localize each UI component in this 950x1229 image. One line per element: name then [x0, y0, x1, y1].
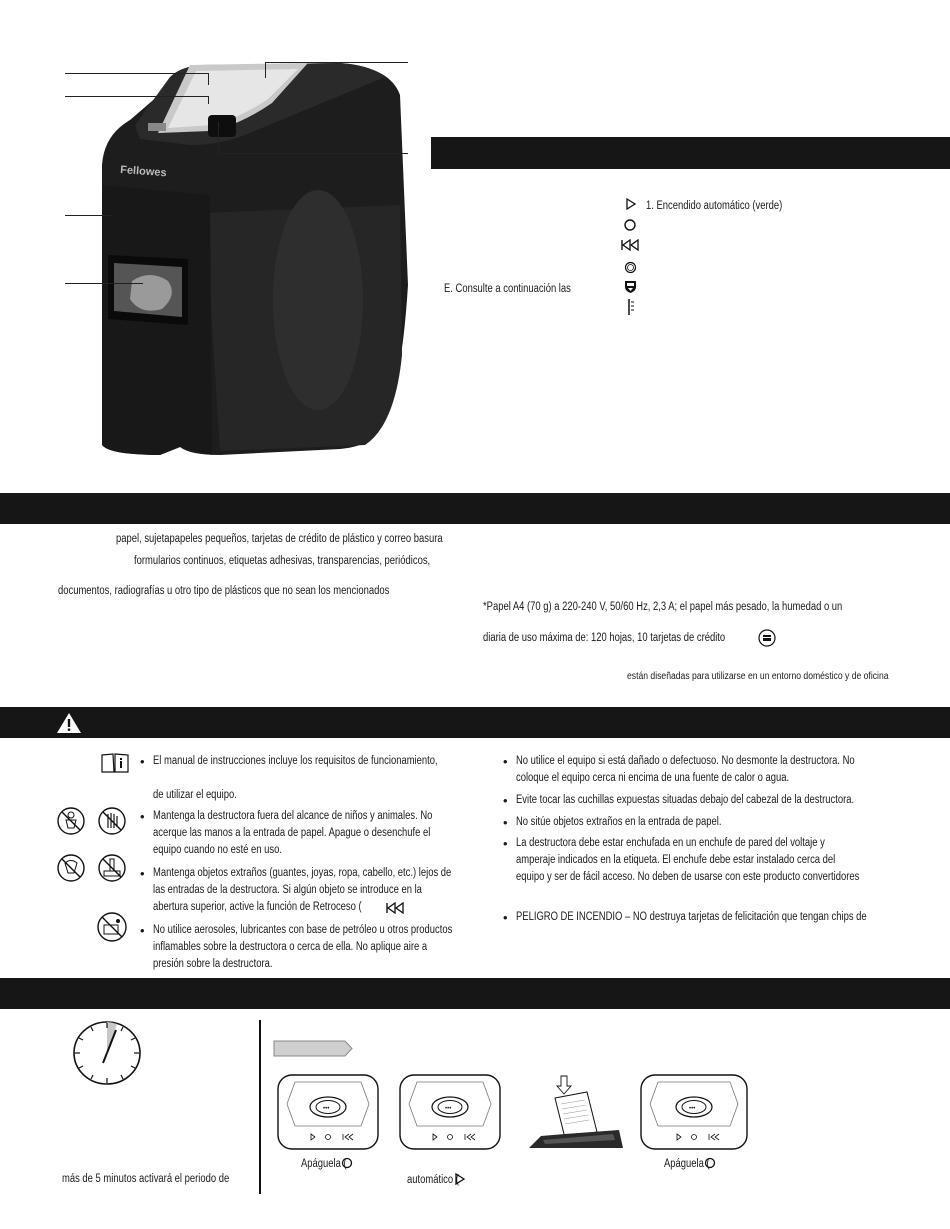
overheat-icon: [626, 298, 636, 316]
bullet-right-2: •: [503, 793, 508, 808]
capabilities-spec-2: diaria de uso máxima de: 120 hojas, 10 tarjetas de crédito: [483, 632, 726, 644]
svg-text:•••: •••: [323, 1106, 330, 1112]
safety-left-2-line-2: acerque las manos a la entrada de papel. Apague o desenchufe el: [153, 827, 431, 839]
bullet-right-1: •: [503, 754, 508, 769]
capabilities-header-band: [0, 493, 950, 524]
step-4-caption: Apáguela (: [664, 1158, 710, 1170]
safety-right-5-line-1: PELIGRO DE INCENDIO – NO destruya tarjetas de felicitación que tengan chips de: [516, 911, 867, 923]
auto-on-icon: [454, 1173, 466, 1185]
safety-left-4-line-1: No utilice aerosoles, lubricantes con base de petróleo u otros productos: [153, 924, 453, 936]
svg-text:•••: •••: [689, 1106, 696, 1112]
operation-left-note: más de 5 minutos activará el periodo de: [62, 1173, 230, 1185]
manual-icon: [100, 752, 130, 774]
no-children-icon: [56, 806, 86, 836]
step-2-panel: [399, 1074, 501, 1150]
bullet-right-4: •: [503, 836, 508, 851]
bullet-left-1: •: [140, 754, 145, 769]
capabilities-line-2: formularios continuos, etiquetas adhesivas, transparencias, periódicos,: [134, 555, 431, 567]
warning-icon: [55, 711, 83, 735]
step-3-paper-feed: [525, 1074, 625, 1150]
capabilities-line-3: documentos, radiografías u otro tipo de plásticos que no sean los mencionados: [58, 585, 390, 597]
ready-icon: [624, 261, 637, 274]
safety-left-3-line-3: abertura superior, active la función de Retroceso (: [153, 901, 362, 913]
safety-right-3-line-1: No sitúe objetos extraños en la entrada de papel.: [516, 816, 722, 828]
control-label-auto-on: 1. Encendido automático (verde): [646, 200, 783, 212]
step-tab: [273, 1040, 353, 1057]
safety-left-2-line-1: Mantenga la destructora fuera del alcance de niños y animales. No: [153, 810, 433, 822]
safety-right-4-line-3: equipo y ser de fácil acceso. No deben de usarse con este producto convertidores: [516, 871, 860, 883]
shredder-image: [40, 55, 440, 465]
no-hair-icon: [97, 853, 127, 883]
controls-header-band: [431, 137, 950, 169]
no-hands-icon: [97, 806, 127, 836]
safety-right-4-line-1: La destructora debe estar enchufada en un enchufe de pared del voltaje y: [516, 837, 825, 849]
safety-header-band: [0, 707, 950, 738]
safety-left-4-line-2: inflamables sobre la destructora o cerca de ella. No aplique aire a: [153, 941, 428, 953]
bullet-left-3: •: [140, 866, 145, 881]
credit-card-icon: [758, 629, 776, 647]
off-icon: [623, 218, 637, 232]
safety-right-4-line-2: amperaje indicados en la etiqueta. El enchufe debe estar instalado cerca del: [516, 854, 836, 866]
safety-left-1-line-1: El manual de instrucciones incluye los requisitos de funcionamiento,: [153, 755, 438, 767]
step-1-caption: Apáguela (: [301, 1158, 347, 1170]
control-switch: [208, 115, 236, 137]
auto-on-icon: [625, 198, 637, 210]
safety-right-1-line-2: coloque el equipo cerca ni encima de una fuente de calor o agua.: [516, 772, 790, 784]
off-icon: [704, 1157, 716, 1169]
safety-left-1-line-3: de utilizar el equipo.: [153, 789, 237, 801]
no-aerosol-icon: [96, 911, 128, 943]
capabilities-spec-3: están diseñadas para utilizarse en un entorno doméstico y de oficina: [627, 671, 889, 682]
safety-left-2-line-3: equipo cuando no esté en uso.: [153, 844, 282, 856]
bullet-right-3: •: [503, 815, 508, 830]
step-2-caption: automático (: [407, 1174, 459, 1186]
safety-left-3-line-2: las entradas de la destructora. Si algún objeto se introduce en la: [153, 884, 422, 896]
bullet-left-2: •: [140, 809, 145, 824]
safety-left-4-line-3: presión sobre la destructora.: [153, 958, 273, 970]
safety-right-2-line-1: Evite tocar las cuchillas expuestas situadas debajo del cabezal de la destructora.: [516, 794, 855, 806]
no-loose-items-icon: [56, 853, 86, 883]
reverse-icon: [620, 239, 640, 251]
operation-divider: [259, 1020, 261, 1194]
step-4-panel: [640, 1074, 748, 1150]
safety-right-1-line-1: No utilice el equipo si está dañado o defectuoso. No desmonte la destructora. No: [516, 755, 855, 767]
step-1-panel: [277, 1074, 379, 1150]
clock-icon: [70, 1020, 144, 1086]
bullet-left-4: •: [140, 923, 145, 938]
controls-note: E. Consulte a continuación las: [444, 283, 571, 295]
svg-text:•••: •••: [445, 1106, 452, 1112]
bullet-right-5: •: [503, 910, 508, 925]
brand-logo: Fellowes: [119, 164, 167, 180]
safesense-icon: [623, 279, 638, 294]
reverse-icon: [385, 902, 405, 914]
capabilities-line-1: papel, sujetapapeles pequeños, tarjetas de crédito de plástico y correo basura: [116, 533, 443, 545]
capabilities-spec-1: *Papel A4 (70 g) a 220-240 V, 50/60 Hz, 2,3 A; el papel más pesado, la humedad o un: [483, 601, 843, 613]
operation-header-band: [0, 978, 950, 1009]
safety-left-3-line-1: Mantenga objetos extraños (guantes, joyas, ropa, cabello, etc.) lejos de: [153, 867, 452, 879]
off-icon: [341, 1157, 353, 1169]
